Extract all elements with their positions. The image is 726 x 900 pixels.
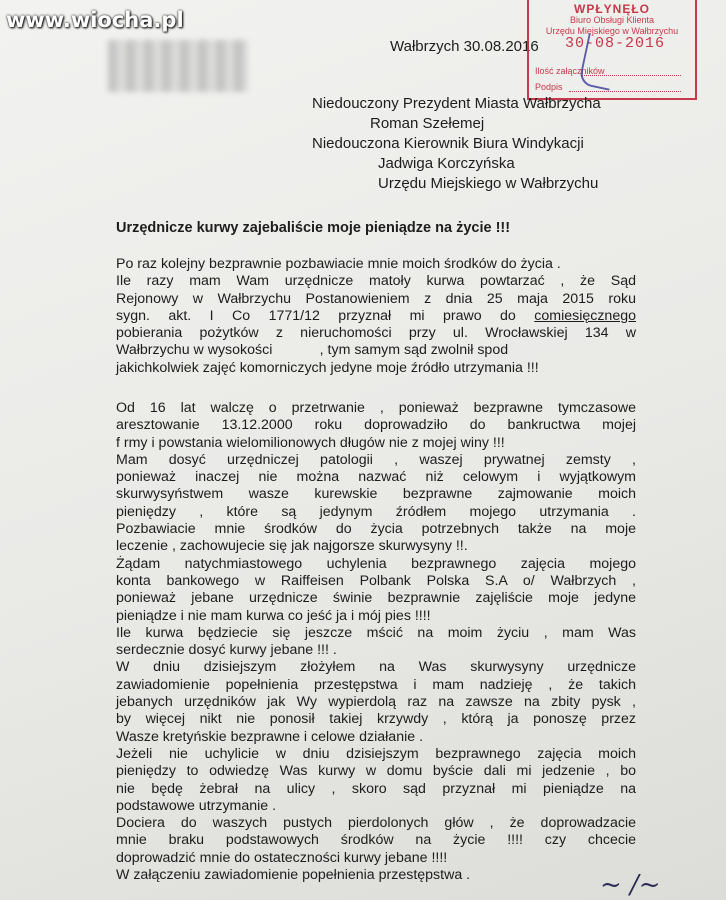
- text-line: zawiadomienie popełnienia przestępstwa i mam nadzieję , że takich: [116, 676, 636, 693]
- text-line: Pozbawiacie mnie środków do życia potrzebnych także na moje: [116, 521, 636, 538]
- text-line: leczenie , zachowujecie się jak najgorsze skurwysyny !!.: [116, 538, 468, 555]
- text-line: pieniędzy , które są jedynym źródłem mojego utrzymania .: [116, 503, 636, 520]
- text-line: by więcej nikt nie ponosił takiej krzywdy , którą ja ponoszę przez: [116, 711, 636, 728]
- text-line: pobierania pożytków z nieruchomości przy ul. Wrocławskiej 134 w: [116, 325, 636, 342]
- paragraph-2: [116, 400, 636, 884]
- site-watermark: www.wiocha.pl: [6, 8, 184, 32]
- text-line: sygn. akt. I Co 1771/12 przyznał mi prawo do comiesięcznego: [116, 307, 636, 324]
- stamp-title: WPŁYNĘŁO: [574, 2, 650, 16]
- recipient-line: Niedouczona Kierownik Biura Windykacji: [312, 135, 584, 152]
- text-line: doprowadzić mnie do ostateczności kurwy jebane !!!!: [116, 849, 448, 866]
- paragraph-1: [116, 256, 636, 377]
- text-line: podstawowe utrzymanie .: [116, 797, 277, 814]
- text-line: serdecznie dosyć kurwy jebane !!! .: [116, 642, 337, 659]
- stamp-date: 30-08-2016: [565, 35, 666, 52]
- recipient-line: Jadwiga Korczyńska: [378, 155, 515, 172]
- text-line: jebanych urzędników jak Wy wypierdolą raz na zawsze na zbity pysk ,: [116, 694, 636, 711]
- stamp-line-1: Biuro Obsługi Klienta: [569, 15, 655, 25]
- text-line: Wasze kretyńskie bezprawne i celowe działanie .: [116, 728, 424, 745]
- text-line: mnie braku podstawowych środków na życie !!!! czy chcecie: [116, 832, 636, 849]
- text-line: Rejonowy w Wałbrzychu Postanowieniem z dnia 25 maja 2015 roku: [116, 290, 636, 307]
- text-line: Od 16 lat walczę o przetrwanie , ponieważ bezprawne tymczasowe: [116, 400, 636, 416]
- text-line: Mam dosyć urzędniczej patologii , waszej prywatnej zemsty ,: [116, 451, 636, 468]
- text-line: f rmy i powstania wielomilionowych długów nie z mojej winy !!!: [116, 434, 505, 451]
- text-line: Po raz kolejny bezprawnie pozbawiacie mnie moich środków do życia .: [116, 256, 561, 272]
- stamp-field-signature: Podpis: [535, 82, 563, 92]
- recipient-line: Roman Szełemej: [370, 115, 485, 132]
- stamp-line-2: Urzędu Miejskiego w Wałbrzychu: [545, 26, 679, 36]
- text-line: W dniu dzisiejszym złożyłem na Was skurwysyny urzędnicze: [116, 659, 636, 676]
- redacted-sender-name: [108, 40, 248, 92]
- recipient-line: Urzędu Miejskiego w Wałbrzychu: [378, 175, 599, 192]
- handwritten-signature: ~ /~: [600, 870, 661, 900]
- text-line: skurwysyństwem wasze kurewskie bezprawne zajmowanie moich: [116, 486, 636, 503]
- text-line: W załączeniu zawiadomienie popełnienia przestępstwa .: [116, 867, 471, 884]
- underlined-word: comiesięcznego: [534, 307, 636, 324]
- text-line: Żądam natychmiastowego uchylenia bezprawnego zajęcia mojego: [116, 555, 636, 572]
- text-line: Dociera do waszych pustych pierdolonych głów , że doprowadzacie: [116, 815, 636, 832]
- text-line: Jeżeli nie uchylicie w dniu dzisiejszym bezprawnego zajęcia moich: [116, 745, 636, 762]
- text-line: pieniędzy to odwiedzę Was kurwy w domu byście dali mi jedzenie , bo: [116, 763, 636, 780]
- text-line: nie będę żebrał na ulicy , skoro sąd przyznał mi pieniądze na: [116, 780, 636, 797]
- text-line: Ile razy mam Wam urzędnicze matoły kurwa powtarzać , że Sąd: [116, 273, 636, 290]
- text-line: ponieważ jebane urzędnicze świnie bezprawnie zajęliście moje jedyne: [116, 590, 636, 607]
- letter-date: Wałbrzych 30.08.2016: [390, 38, 539, 55]
- stamp-dotted-line: [569, 91, 681, 92]
- text-line: aresztowanie 13.12.2000 roku doprowadziło do bankructwa mojej: [116, 417, 636, 434]
- text-line: pieniądze i nie mam kurwa co jeść ja i mój pies !!!!: [116, 607, 431, 624]
- text-line: Ile kurwa będziecie się jeszcze mścić na moim życiu , mam Was: [116, 624, 636, 641]
- stamp-field-attachments: Ilość załączników: [535, 66, 605, 76]
- text-line: Wałbrzychu w wysokości , tym samym sąd zwolnił spod: [116, 342, 509, 359]
- recipient-line: Niedouczony Prezydent Miasta Wałbrzycha: [312, 95, 601, 112]
- letter-subject: Urzędnicze kurwy zajebaliście moje pieniądze na życie !!!: [116, 220, 511, 236]
- text-line: ponieważ inaczej nie można nazwać niż celowym i wyjątkowym: [116, 469, 636, 486]
- text-line: konta bankowego w Raiffeisen Polbank Polska S.A o/ Wałbrzych ,: [116, 572, 636, 589]
- text-line: jakichkolwiek zajęć komorniczych jedyne moje źródło utrzymania !!!: [116, 359, 539, 376]
